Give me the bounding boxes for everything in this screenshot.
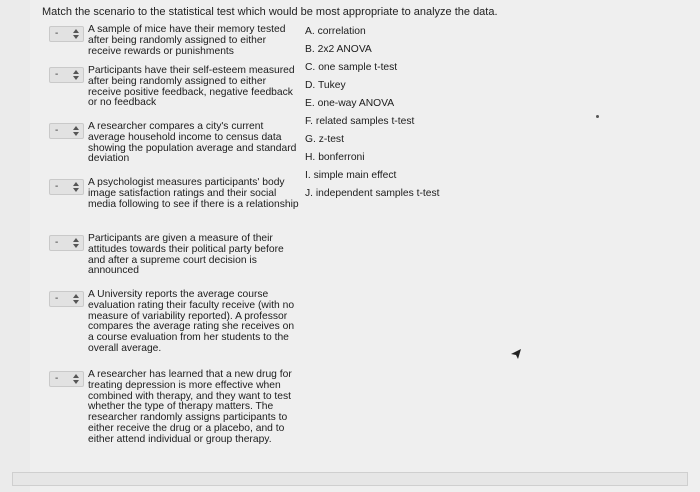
- answer-select[interactable]: [49, 67, 84, 83]
- option-item: D. Tukey: [305, 80, 346, 91]
- select-value: -: [55, 28, 59, 39]
- answer-select[interactable]: [49, 291, 84, 307]
- bottom-scrollbar[interactable]: [12, 472, 688, 486]
- instructions-text: Match the scenario to the statistical test which would be most appropriate to analyze the data.: [42, 6, 498, 18]
- select-value: -: [55, 373, 59, 384]
- decorative-dot: [596, 115, 599, 118]
- updown-arrows-icon: [73, 238, 79, 248]
- option-item: B. 2x2 ANOVA: [305, 44, 372, 55]
- updown-arrows-icon: [73, 29, 79, 39]
- option-item: J. independent samples t-test: [305, 188, 440, 199]
- updown-arrows-icon: [73, 126, 79, 136]
- option-item: H. bonferroni: [305, 152, 365, 163]
- updown-arrows-icon: [73, 294, 79, 304]
- select-value: -: [55, 293, 59, 304]
- option-item: A. correlation: [305, 26, 366, 37]
- select-value: -: [55, 125, 59, 136]
- option-item: G. z-test: [305, 134, 344, 145]
- updown-arrows-icon: [73, 182, 79, 192]
- scenario-text: Participants have their self-esteem measured after being randomly assigned to either receive positive feedback, negative feedback or no feedback: [88, 65, 295, 109]
- option-item: I. simple main effect: [305, 170, 397, 181]
- answer-select[interactable]: [49, 123, 84, 139]
- scenario-text: Participants are given a measure of their attitudes towards their political party before and after a supreme court decision is announced: [88, 233, 284, 277]
- answer-select[interactable]: [49, 371, 84, 387]
- updown-arrows-icon: [73, 70, 79, 80]
- mouse-cursor-icon: [510, 348, 522, 360]
- answer-select[interactable]: [49, 179, 84, 195]
- option-item: C. one sample t-test: [305, 62, 398, 73]
- scenario-text: A sample of mice have their memory tested after being randomly assigned to either receive rewards or punishments: [88, 24, 286, 57]
- select-value: -: [55, 237, 59, 248]
- option-item: F. related samples t-test: [305, 116, 415, 127]
- option-item: E. one-way ANOVA: [305, 98, 395, 109]
- scenario-text: A researcher compares a city's current average household income to census data showing the population average and standard deviation: [88, 121, 297, 165]
- answer-select[interactable]: [49, 235, 84, 251]
- updown-arrows-icon: [73, 374, 79, 384]
- scenario-text: A University reports the average course evaluation rating their faculty receive (with no measure of variability reported). A professor compares the average rating she receives on a course evaluation from her students to the overall average.: [88, 289, 295, 354]
- select-value: -: [55, 181, 59, 192]
- scenario-text: A psychologist measures participants' body image satisfaction ratings and their social media following to see if there is a relationship: [88, 177, 299, 210]
- scenario-text: A researcher has learned that a new drug for treating depression is more effective when combined with therapy, and they want to test whether the type of therapy matters. The researcher randomly assigns participants to either receive the drug or a placebo, and to either attend individual or group therapy.: [88, 369, 292, 445]
- answer-select[interactable]: [49, 26, 84, 42]
- select-value: -: [55, 69, 59, 80]
